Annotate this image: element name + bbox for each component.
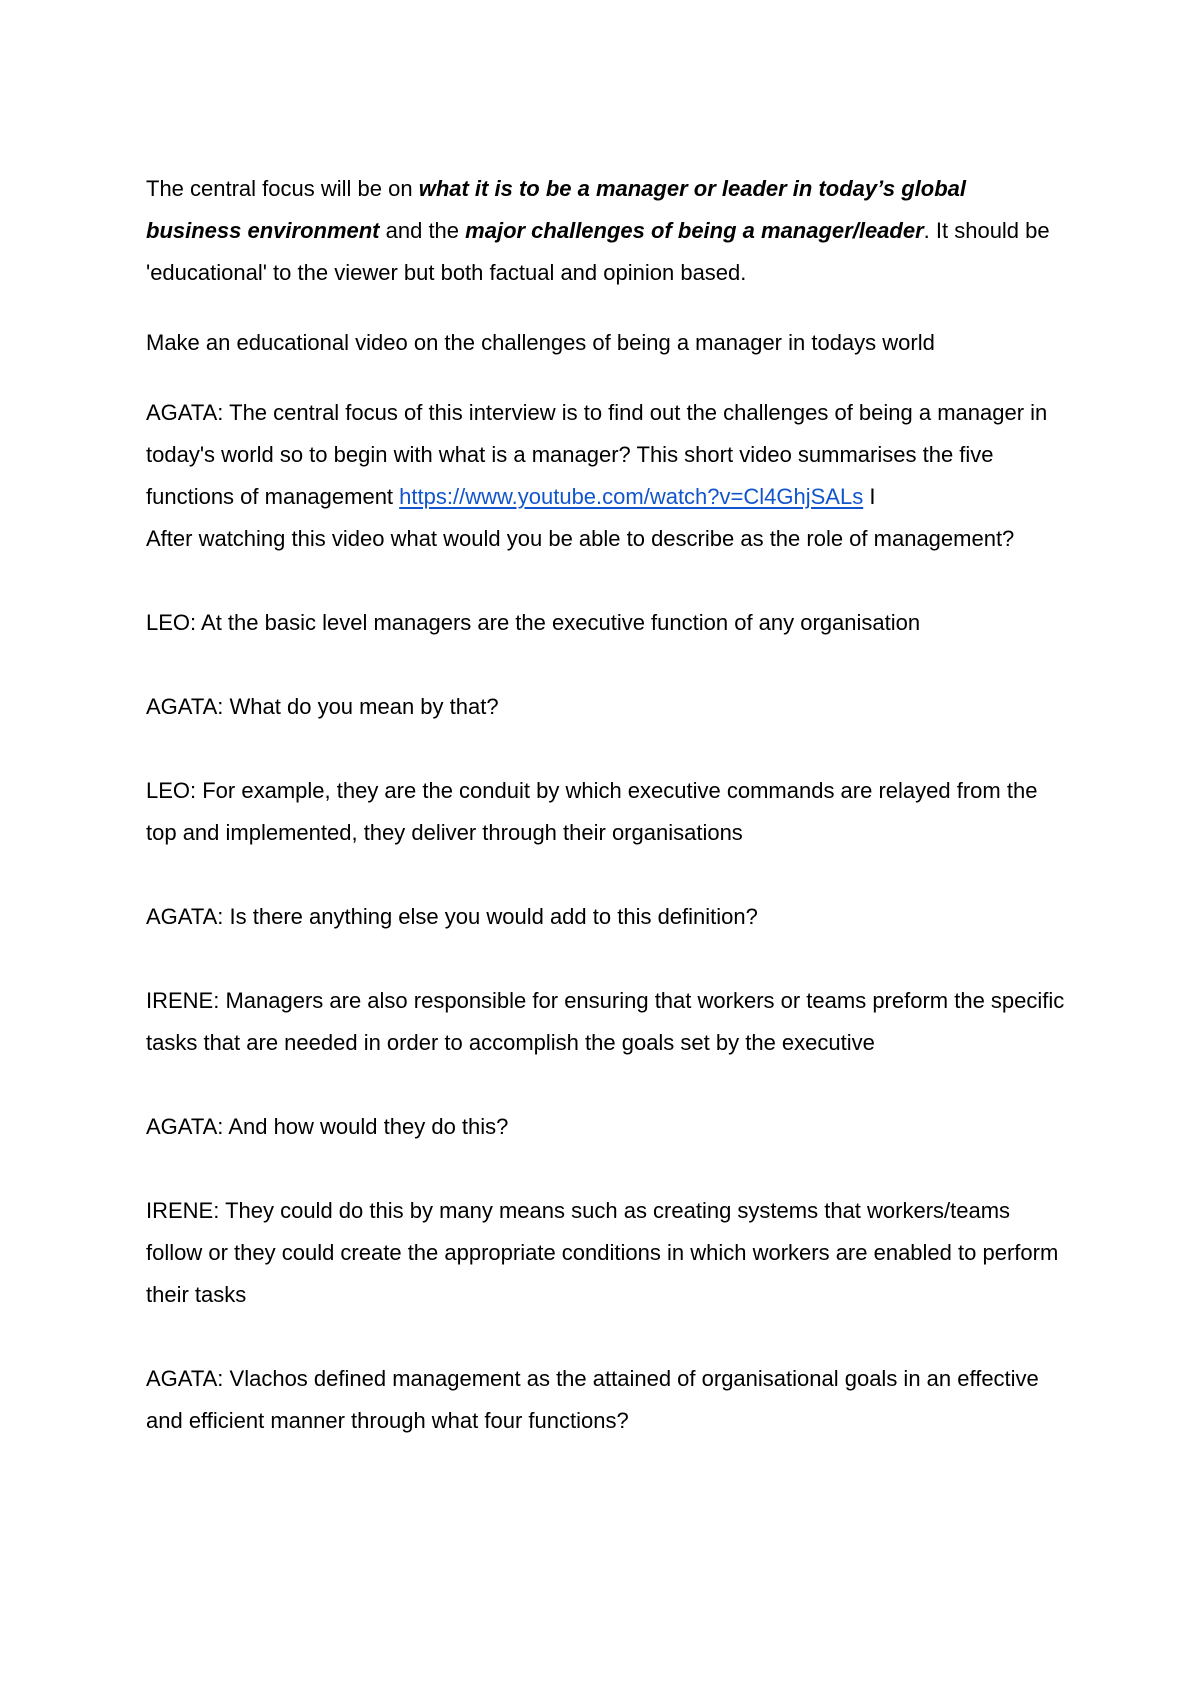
agata-question-1 <box>146 392 1066 518</box>
agata-question-2: AGATA: What do you mean by that? <box>146 694 499 719</box>
irene-answer-2: IRENE: They could do this by many means such as creating systems that workers/teams follow or they could create the appropriate conditions in which workers are enabled to perform their tasks <box>146 1198 1059 1307</box>
intro-paragraph <box>146 168 1066 294</box>
agata-question-5: AGATA: Vlachos defined management as the attained of organisational goals in an effective and efficient manner through what four functions? <box>146 1366 1039 1433</box>
intro-emphasis-2: major challenges of being a manager/leader <box>465 218 924 243</box>
intro-text-2: and the <box>379 218 466 243</box>
leo-answer-2: LEO: For example, they are the conduit by which executive commands are relayed from the top and implemented, they deliver through their organisations <box>146 778 1038 845</box>
leo-answer-1: LEO: At the basic level managers are the executive function of any organisation <box>146 610 921 635</box>
agata-question-1-followup: After watching this video what would you be able to describe as the role of management? <box>146 526 1015 551</box>
agata-question-1-text: AGATA: The central focus of this interview is to find out the challenges of being a manager in today's world so to begin with what is a manager? This short video summarises the five functions of management <box>146 400 1048 509</box>
youtube-link[interactable]: https://www.youtube.com/watch?v=Cl4GhjSALs <box>399 484 864 509</box>
task-paragraph: Make an educational video on the challenges of being a manager in todays world <box>146 330 935 355</box>
agata-question-4: AGATA: And how would they do this? <box>146 1114 509 1139</box>
document-body <box>146 168 1066 1442</box>
intro-text-1: The central focus will be on <box>146 176 419 201</box>
agata-question-1-after: I <box>863 484 876 509</box>
intro-text-3: . It should be 'educational' to the viewer but both factual and opinion based. <box>146 218 1050 285</box>
intro-emphasis-1: what it is to be a manager or leader in today’s global business environment <box>146 176 966 243</box>
irene-answer-1: IRENE: Managers are also responsible for ensuring that workers or teams preform the specific tasks that are needed in order to accomplish the goals set by the executive <box>146 988 1065 1055</box>
agata-question-3: AGATA: Is there anything else you would add to this definition? <box>146 904 758 929</box>
